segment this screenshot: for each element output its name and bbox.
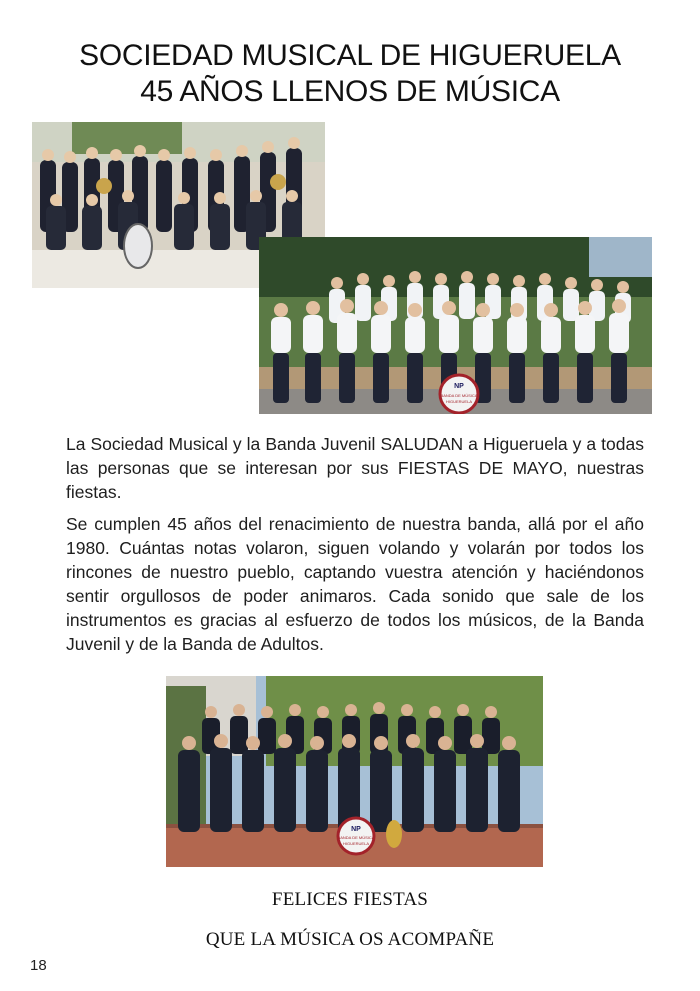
page-title (0, 38, 700, 110)
title-line-2: 45 AÑOS LLENOS DE MÚSICA (140, 75, 560, 108)
title-line-1: SOCIEDAD MUSICAL DE HIGUERUELA (79, 39, 621, 72)
drum-name-line-2-adult: HIGUERUELA (342, 841, 370, 846)
youth-band-photo (259, 237, 652, 414)
drum-name-line-1: BANDA DE MÚSICA (440, 393, 478, 398)
article-body (66, 432, 644, 664)
body-paragraph-2: Se cumplen 45 años del renacimiento de nuestra banda, allá por el año 1980. Cuántas notas volaron, siguen volando y volarán por todos los rincones de nuestro pueblo, captando vuestra atención y haciéndonos sentir orgullosos de poder animaros. Cada sonido que sale de los instrumentos es gracias al esfuerzo de todos los músicos, de la Banda Juvenil y de la Banda de Adultos. (66, 514, 644, 654)
closing-line-2: QUE LA MÚSICA OS ACOMPAÑE (205, 929, 495, 950)
drum-initials: NP (454, 383, 464, 390)
drum-name-line-1-adult: BANDA DE MÚSICA (337, 835, 375, 840)
body-paragraph-1: La Sociedad Musical y la Banda Juvenil SALUDAN a Higueruela y a todas las personas que se interesan por sus FIESTAS DE MAYO, nuestras fiestas. (66, 434, 644, 502)
drum-name-line-2: HIGUERUELA (445, 399, 473, 404)
adult-band-photo (166, 676, 543, 867)
closing-line-1: FELICES FIESTAS (271, 889, 429, 910)
drum-initials-adult: NP (351, 826, 361, 833)
page-number: 18 (30, 957, 47, 974)
